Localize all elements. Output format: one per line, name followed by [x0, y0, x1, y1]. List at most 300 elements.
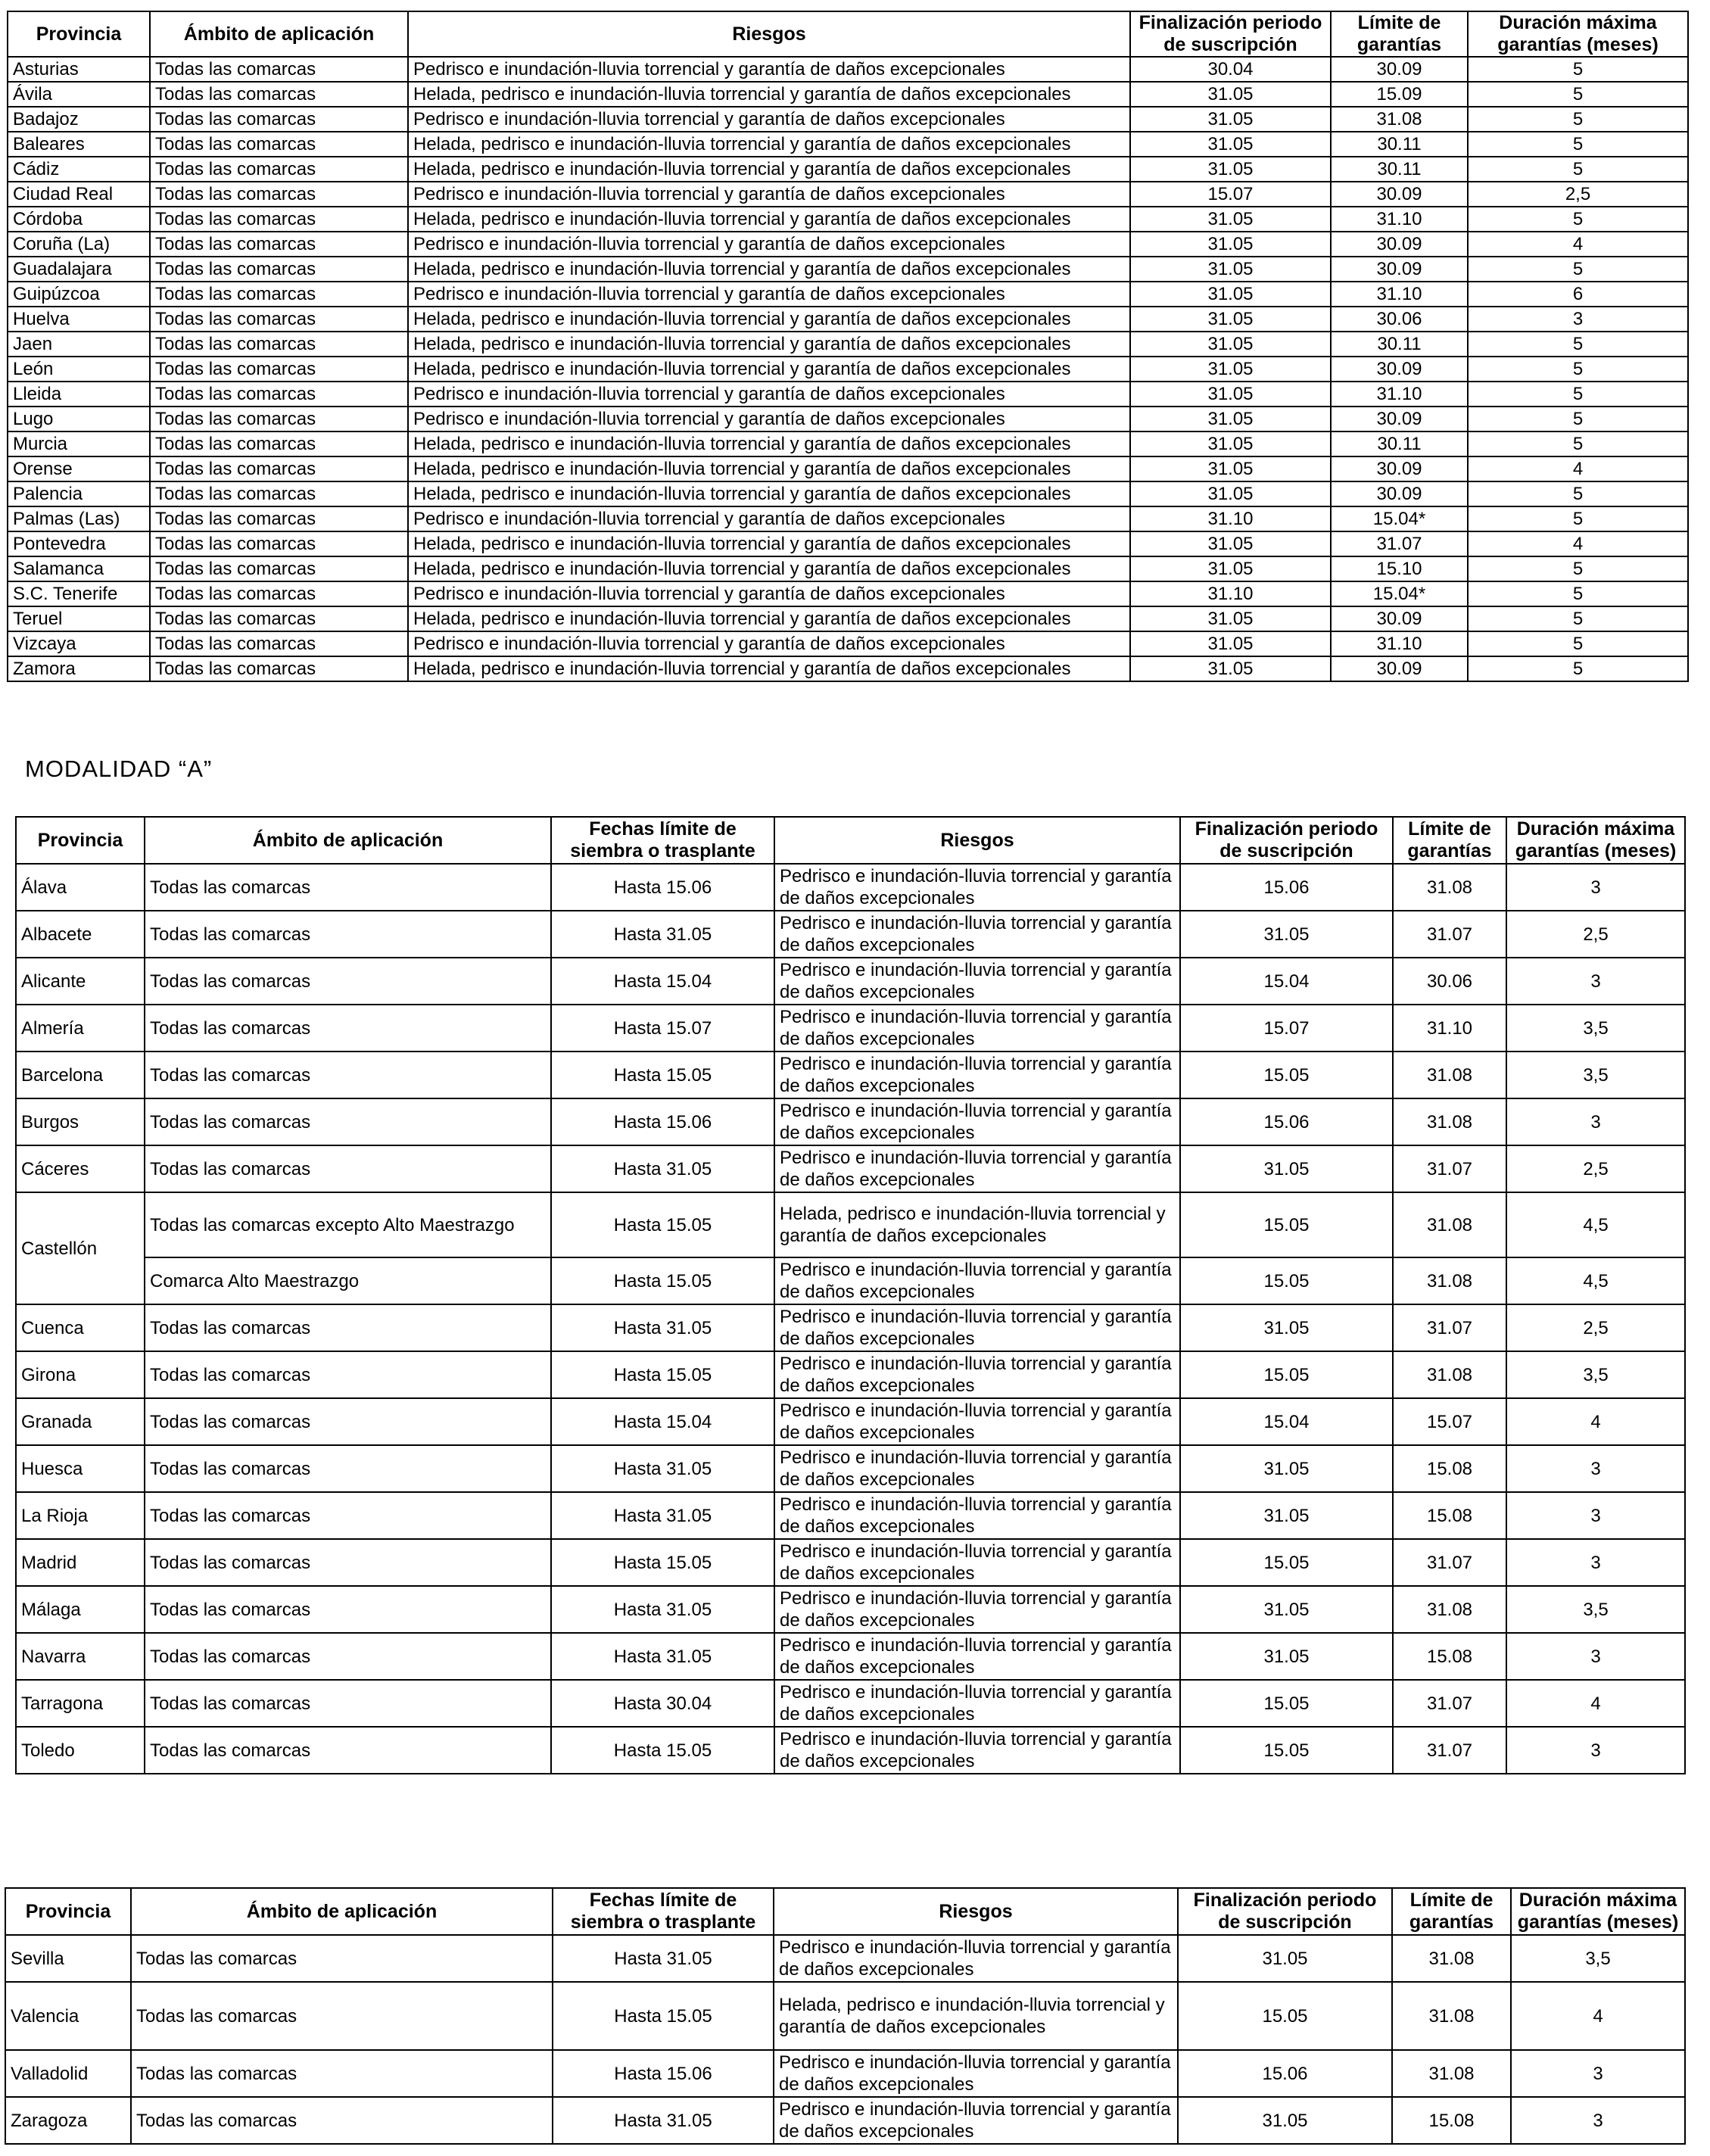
cell-fechas: Hasta 31.05: [553, 1935, 774, 1982]
cell-provincia: Madrid: [16, 1539, 145, 1586]
cell-limite: 31.08: [1392, 2050, 1511, 2097]
table-header-row: [16, 817, 1685, 864]
cell-provincia: León: [8, 357, 150, 382]
cell-limite: 30.11: [1331, 332, 1468, 357]
cell-fechas: Hasta 31.05: [551, 1586, 774, 1633]
cell-duracion: 5: [1468, 656, 1688, 681]
cell-ambito: Todas las comarcas: [131, 1982, 553, 2050]
table-row: [16, 958, 1685, 1005]
cell-limite: 31.07: [1393, 1680, 1506, 1727]
cell-limite: 30.09: [1331, 257, 1468, 282]
cell-riesgos: Pedrisco e inundación-lluvia torrencial y garantía de daños excepcionales: [408, 631, 1130, 656]
cell-duracion: 4,5: [1506, 1192, 1685, 1257]
cell-finalizacion: 31.05: [1130, 282, 1331, 307]
cell-ambito: Todas las comarcas: [150, 282, 408, 307]
cell-fechas: Hasta 15.05: [551, 1727, 774, 1774]
cell-provincia: Teruel: [8, 606, 150, 631]
cell-fechas: Hasta 31.05: [551, 1445, 774, 1492]
cell-riesgos: Pedrisco e inundación-lluvia torrencial y garantía de daños excepcionales: [408, 57, 1130, 82]
cell-duracion: 2,5: [1506, 1304, 1685, 1351]
cell-duracion: 4: [1468, 456, 1688, 481]
cell-limite: 30.11: [1331, 157, 1468, 182]
cell-riesgos: Helada, pedrisco e inundación-lluvia torrencial y garantía de daños excepcionales: [408, 656, 1130, 681]
cell-finalizacion: 15.06: [1180, 864, 1393, 911]
garantias-table-3: [5, 1887, 1686, 2145]
cell-fechas: Hasta 15.05: [551, 1192, 774, 1257]
table-row: [8, 107, 1688, 132]
cell-duracion: 4: [1506, 1680, 1685, 1727]
cell-provincia: Cádiz: [8, 157, 150, 182]
cell-limite: 31.08: [1393, 1257, 1506, 1304]
cell-fechas: Hasta 15.07: [551, 1005, 774, 1052]
cell-duracion: 3,5: [1506, 1005, 1685, 1052]
cell-fechas: Hasta 15.06: [551, 1098, 774, 1145]
cell-duracion: 5: [1468, 382, 1688, 407]
table-row: [5, 2097, 1685, 2144]
cell-finalizacion: 31.05: [1178, 2097, 1392, 2144]
col-provincia: Provincia: [16, 817, 145, 864]
cell-duracion: 3: [1511, 2050, 1685, 2097]
cell-duracion: 3,5: [1506, 1052, 1685, 1098]
cell-riesgos: Pedrisco e inundación-lluvia torrencial y garantía de daños excepcionales: [774, 1257, 1180, 1304]
cell-fechas: Hasta 31.05: [551, 1633, 774, 1680]
cell-limite: 30.06: [1331, 307, 1468, 332]
cell-limite: 30.11: [1331, 432, 1468, 456]
cell-duracion: 4: [1506, 1398, 1685, 1445]
cell-ambito: Todas las comarcas: [150, 57, 408, 82]
cell-ambito: Todas las comarcas: [145, 1398, 551, 1445]
cell-duracion: 5: [1468, 556, 1688, 581]
col-limite: Límite de garantías: [1331, 11, 1468, 57]
cell-finalizacion: 15.05: [1180, 1727, 1393, 1774]
cell-duracion: 3,5: [1511, 1935, 1685, 1982]
table-row: [8, 157, 1688, 182]
col-ambito: Ámbito de aplicación: [150, 11, 408, 57]
table-row: [16, 1351, 1685, 1398]
cell-limite: 15.08: [1393, 1492, 1506, 1539]
cell-riesgos: Helada, pedrisco e inundación-lluvia torrencial y garantía de daños excepcionales: [408, 332, 1130, 357]
cell-provincia: Vizcaya: [8, 631, 150, 656]
table-row: [16, 1398, 1685, 1445]
table-row: [8, 57, 1688, 82]
cell-fechas: Hasta 15.05: [551, 1351, 774, 1398]
cell-fechas: Hasta 15.06: [551, 864, 774, 911]
cell-riesgos: Pedrisco e inundación-lluvia torrencial y garantía de daños excepcionales: [774, 958, 1180, 1005]
cell-riesgos: Pedrisco e inundación-lluvia torrencial y garantía de daños excepcionales: [408, 282, 1130, 307]
table-row: [8, 307, 1688, 332]
cell-finalizacion: 30.04: [1130, 57, 1331, 82]
table-row: [8, 232, 1688, 257]
cell-duracion: 5: [1468, 581, 1688, 606]
cell-duracion: 3: [1511, 2097, 1685, 2144]
table-row: [8, 332, 1688, 357]
cell-riesgos: Pedrisco e inundación-lluvia torrencial y garantía de daños excepcionales: [774, 1304, 1180, 1351]
cell-duracion: 3: [1506, 864, 1685, 911]
cell-provincia: Almería: [16, 1005, 145, 1052]
cell-ambito: Todas las comarcas: [145, 1539, 551, 1586]
cell-limite: 30.06: [1393, 958, 1506, 1005]
cell-provincia: Alicante: [16, 958, 145, 1005]
table-row: [16, 1492, 1685, 1539]
cell-limite: 31.10: [1331, 382, 1468, 407]
cell-finalizacion: 31.05: [1130, 656, 1331, 681]
cell-limite: 31.07: [1393, 1727, 1506, 1774]
cell-duracion: 5: [1468, 257, 1688, 282]
col-fechas: Fechas límite de siembra o trasplante: [551, 817, 774, 864]
cell-ambito: Todas las comarcas: [150, 531, 408, 556]
cell-provincia: Huesca: [16, 1445, 145, 1492]
cell-fechas: Hasta 31.05: [553, 2097, 774, 2144]
cell-provincia: Valencia: [5, 1982, 131, 2050]
cell-limite: 30.09: [1331, 182, 1468, 207]
cell-ambito: Todas las comarcas: [145, 1633, 551, 1680]
cell-provincia: Barcelona: [16, 1052, 145, 1098]
cell-limite: 31.07: [1393, 911, 1506, 958]
table-row: [16, 1727, 1685, 1774]
cell-finalizacion: 15.04: [1180, 958, 1393, 1005]
cell-limite: 30.09: [1331, 232, 1468, 257]
cell-fechas: Hasta 31.05: [551, 1492, 774, 1539]
col-fechas: Fechas límite de siembra o trasplante: [553, 1888, 774, 1935]
cell-duracion: 3: [1506, 1539, 1685, 1586]
table-row: [16, 864, 1685, 911]
table-body: [16, 864, 1685, 1774]
cell-duracion: 5: [1468, 157, 1688, 182]
cell-riesgos: Pedrisco e inundación-lluvia torrencial y garantía de daños excepcionales: [774, 1935, 1178, 1982]
cell-riesgos: Helada, pedrisco e inundación-lluvia torrencial y garantía de daños excepcionales: [408, 357, 1130, 382]
cell-provincia: Zamora: [8, 656, 150, 681]
cell-provincia: Guadalajara: [8, 257, 150, 282]
table-body: [8, 57, 1688, 681]
cell-ambito: Todas las comarcas: [145, 1351, 551, 1398]
cell-duracion: 3,5: [1506, 1351, 1685, 1398]
cell-ambito: Todas las comarcas: [150, 656, 408, 681]
cell-duracion: 5: [1468, 57, 1688, 82]
cell-limite: 15.04*: [1331, 581, 1468, 606]
cell-finalizacion: 31.05: [1180, 1145, 1393, 1192]
table-row: [16, 1586, 1685, 1633]
cell-finalizacion: 31.05: [1130, 357, 1331, 382]
cell-finalizacion: 31.10: [1130, 581, 1331, 606]
cell-ambito: Todas las comarcas: [150, 481, 408, 506]
cell-duracion: 5: [1468, 107, 1688, 132]
cell-riesgos: Pedrisco e inundación-lluvia torrencial y garantía de daños excepcionales: [774, 2097, 1178, 2144]
cell-riesgos: Helada, pedrisco e inundación-lluvia torrencial y garantía de daños excepcionales: [408, 432, 1130, 456]
cell-provincia: Cáceres: [16, 1145, 145, 1192]
cell-provincia: Lleida: [8, 382, 150, 407]
cell-finalizacion: 31.05: [1180, 1492, 1393, 1539]
table-row: [8, 531, 1688, 556]
cell-provincia: Guipúzcoa: [8, 282, 150, 307]
cell-finalizacion: 31.05: [1178, 1935, 1392, 1982]
cell-riesgos: Helada, pedrisco e inundación-lluvia torrencial y garantía de daños excepcionales: [408, 556, 1130, 581]
col-duracion: Duración máxima garantías (meses): [1511, 1888, 1685, 1935]
cell-riesgos: Pedrisco e inundación-lluvia torrencial y garantía de daños excepcionales: [774, 1539, 1180, 1586]
garantias-table-modalidad-a: [15, 816, 1686, 1774]
cell-provincia: Huelva: [8, 307, 150, 332]
cell-fechas: Hasta 15.05: [551, 1052, 774, 1098]
cell-ambito: Todas las comarcas excepto Alto Maestrazgo: [145, 1192, 551, 1257]
cell-provincia: Cuenca: [16, 1304, 145, 1351]
cell-ambito: Todas las comarcas: [150, 332, 408, 357]
cell-finalizacion: 15.05: [1180, 1539, 1393, 1586]
cell-ambito: Todas las comarcas: [150, 581, 408, 606]
table-row: [16, 1145, 1685, 1192]
col-finalizacion: Finalización periodo de suscripción: [1178, 1888, 1392, 1935]
cell-provincia: Palencia: [8, 481, 150, 506]
cell-finalizacion: 31.05: [1180, 911, 1393, 958]
cell-riesgos: Pedrisco e inundación-lluvia torrencial y garantía de daños excepcionales: [774, 2050, 1178, 2097]
cell-limite: 31.10: [1331, 282, 1468, 307]
cell-provincia: La Rioja: [16, 1492, 145, 1539]
cell-riesgos: Pedrisco e inundación-lluvia torrencial y garantía de daños excepcionales: [774, 864, 1180, 911]
table-row: [8, 456, 1688, 481]
cell-provincia: Salamanca: [8, 556, 150, 581]
cell-limite: 31.07: [1331, 531, 1468, 556]
cell-provincia: Baleares: [8, 132, 150, 157]
cell-limite: 30.09: [1331, 357, 1468, 382]
cell-duracion: 2,5: [1506, 1145, 1685, 1192]
cell-limite: 31.08: [1393, 1351, 1506, 1398]
cell-provincia: Murcia: [8, 432, 150, 456]
table-header-row: [8, 11, 1688, 57]
cell-finalizacion: 15.05: [1178, 1982, 1392, 2050]
table-row: [8, 506, 1688, 531]
cell-ambito: Todas las comarcas: [145, 1727, 551, 1774]
cell-limite: 31.08: [1393, 1098, 1506, 1145]
cell-duracion: 3: [1506, 1098, 1685, 1145]
cell-provincia: Badajoz: [8, 107, 150, 132]
cell-duracion: 5: [1468, 407, 1688, 432]
cell-duracion: 3: [1506, 1445, 1685, 1492]
cell-limite: 31.10: [1393, 1005, 1506, 1052]
table-row: [16, 1680, 1685, 1727]
cell-finalizacion: 31.05: [1130, 207, 1331, 232]
table-body: [5, 1935, 1685, 2144]
cell-provincia: Valladolid: [5, 2050, 131, 2097]
cell-finalizacion: 15.07: [1180, 1005, 1393, 1052]
cell-duracion: 4: [1468, 232, 1688, 257]
table-row: [8, 207, 1688, 232]
cell-provincia: Jaen: [8, 332, 150, 357]
cell-ambito: Todas las comarcas: [150, 556, 408, 581]
cell-limite: 31.08: [1393, 864, 1506, 911]
table-row: [8, 631, 1688, 656]
cell-duracion: 3: [1506, 958, 1685, 1005]
cell-provincia: Zaragoza: [5, 2097, 131, 2144]
cell-ambito: Todas las comarcas: [150, 407, 408, 432]
cell-duracion: 6: [1468, 282, 1688, 307]
cell-riesgos: Pedrisco e inundación-lluvia torrencial y garantía de daños excepcionales: [774, 1680, 1180, 1727]
cell-riesgos: Helada, pedrisco e inundación-lluvia torrencial y garantía de daños excepcionales: [774, 1982, 1178, 2050]
cell-ambito: Todas las comarcas: [150, 357, 408, 382]
cell-ambito: Todas las comarcas: [145, 1145, 551, 1192]
cell-duracion: 4,5: [1506, 1257, 1685, 1304]
cell-provincia: Tarragona: [16, 1680, 145, 1727]
table-row: [8, 182, 1688, 207]
table-row: [16, 1633, 1685, 1680]
table-row: [8, 357, 1688, 382]
cell-fechas: Hasta 15.06: [553, 2050, 774, 2097]
table-row: [8, 432, 1688, 456]
cell-provincia: Palmas (Las): [8, 506, 150, 531]
cell-provincia: Ávila: [8, 82, 150, 107]
cell-finalizacion: 15.06: [1178, 2050, 1392, 2097]
cell-duracion: 5: [1468, 631, 1688, 656]
cell-ambito: Todas las comarcas: [145, 911, 551, 958]
table-row: [8, 581, 1688, 606]
cell-provincia: Lugo: [8, 407, 150, 432]
cell-finalizacion: 31.05: [1130, 382, 1331, 407]
cell-limite: 15.04*: [1331, 506, 1468, 531]
cell-duracion: 5: [1468, 207, 1688, 232]
cell-duracion: 5: [1468, 82, 1688, 107]
cell-finalizacion: 31.05: [1130, 257, 1331, 282]
cell-finalizacion: 15.05: [1180, 1052, 1393, 1098]
cell-finalizacion: 31.05: [1130, 556, 1331, 581]
col-limite: Límite de garantías: [1393, 817, 1506, 864]
cell-duracion: 3: [1506, 1633, 1685, 1680]
cell-ambito: Todas las comarcas: [150, 631, 408, 656]
cell-fechas: Hasta 15.05: [553, 1982, 774, 2050]
cell-limite: 15.08: [1393, 1445, 1506, 1492]
cell-fechas: Hasta 15.05: [551, 1257, 774, 1304]
cell-ambito: Todas las comarcas: [145, 1680, 551, 1727]
table-row: [8, 656, 1688, 681]
cell-provincia: Ciudad Real: [8, 182, 150, 207]
cell-riesgos: Pedrisco e inundación-lluvia torrencial y garantía de daños excepcionales: [408, 232, 1130, 257]
cell-ambito: Todas las comarcas: [150, 432, 408, 456]
cell-duracion: 5: [1468, 481, 1688, 506]
cell-limite: 31.08: [1393, 1192, 1506, 1257]
cell-provincia: Córdoba: [8, 207, 150, 232]
cell-provincia: Granada: [16, 1398, 145, 1445]
col-finalizacion: Finalización periodo de suscripción: [1130, 11, 1331, 57]
cell-finalizacion: 31.05: [1130, 232, 1331, 257]
cell-provincia: Navarra: [16, 1633, 145, 1680]
table-row: [16, 1098, 1685, 1145]
cell-fechas: Hasta 15.05: [551, 1539, 774, 1586]
cell-riesgos: Helada, pedrisco e inundación-lluvia torrencial y garantía de daños excepcionales: [408, 157, 1130, 182]
cell-limite: 31.07: [1393, 1304, 1506, 1351]
cell-ambito: Todas las comarcas: [131, 2050, 553, 2097]
cell-riesgos: Pedrisco e inundación-lluvia torrencial y garantía de daños excepcionales: [408, 506, 1130, 531]
cell-ambito: Todas las comarcas: [145, 958, 551, 1005]
cell-riesgos: Pedrisco e inundación-lluvia torrencial y garantía de daños excepcionales: [774, 911, 1180, 958]
cell-finalizacion: 31.05: [1130, 481, 1331, 506]
cell-ambito: Todas las comarcas: [150, 107, 408, 132]
cell-provincia: Málaga: [16, 1586, 145, 1633]
table-row: [5, 2050, 1685, 2097]
cell-riesgos: Pedrisco e inundación-lluvia torrencial y garantía de daños excepcionales: [774, 1052, 1180, 1098]
cell-ambito: Todas las comarcas: [150, 257, 408, 282]
cell-provincia: Castellón: [16, 1192, 145, 1304]
cell-finalizacion: 31.05: [1130, 456, 1331, 481]
cell-duracion: 3: [1506, 1492, 1685, 1539]
cell-limite: 31.08: [1331, 107, 1468, 132]
cell-duracion: 4: [1468, 531, 1688, 556]
cell-limite: 15.07: [1393, 1398, 1506, 1445]
cell-finalizacion: 15.04: [1180, 1398, 1393, 1445]
cell-riesgos: Helada, pedrisco e inundación-lluvia torrencial y garantía de daños excepcionales: [408, 481, 1130, 506]
cell-ambito: Todas las comarcas: [145, 1445, 551, 1492]
cell-riesgos: Pedrisco e inundación-lluvia torrencial y garantía de daños excepcionales: [408, 107, 1130, 132]
cell-provincia: Asturias: [8, 57, 150, 82]
cell-finalizacion: 15.05: [1180, 1192, 1393, 1257]
cell-ambito: Todas las comarcas: [145, 1586, 551, 1633]
cell-finalizacion: 31.05: [1130, 407, 1331, 432]
cell-limite: 30.09: [1331, 57, 1468, 82]
col-finalizacion: Finalización periodo de suscripción: [1180, 817, 1393, 864]
cell-provincia: S.C. Tenerife: [8, 581, 150, 606]
cell-duracion: 2,5: [1468, 182, 1688, 207]
cell-ambito: Todas las comarcas: [145, 1492, 551, 1539]
cell-riesgos: Pedrisco e inundación-lluvia torrencial y garantía de daños excepcionales: [774, 1398, 1180, 1445]
cell-ambito: Todas las comarcas: [150, 132, 408, 157]
cell-finalizacion: 31.05: [1130, 307, 1331, 332]
cell-limite: 30.09: [1331, 456, 1468, 481]
cell-finalizacion: 15.05: [1180, 1257, 1393, 1304]
table-row: [16, 1052, 1685, 1098]
cell-fechas: Hasta 30.04: [551, 1680, 774, 1727]
col-riesgos: Riesgos: [408, 11, 1130, 57]
cell-limite: 15.08: [1392, 2097, 1511, 2144]
cell-ambito: Todas las comarcas: [145, 1098, 551, 1145]
col-provincia: Provincia: [5, 1888, 131, 1935]
garantias-table-1: [7, 11, 1689, 682]
cell-fechas: Hasta 31.05: [551, 911, 774, 958]
cell-finalizacion: 31.05: [1130, 82, 1331, 107]
cell-riesgos: Helada, pedrisco e inundación-lluvia torrencial y garantía de daños excepcionales: [774, 1192, 1180, 1257]
cell-riesgos: Helada, pedrisco e inundación-lluvia torrencial y garantía de daños excepcionales: [408, 207, 1130, 232]
cell-riesgos: Pedrisco e inundación-lluvia torrencial y garantía de daños excepcionales: [774, 1145, 1180, 1192]
table-row: [5, 1935, 1685, 1982]
cell-provincia: Álava: [16, 864, 145, 911]
cell-limite: 31.08: [1393, 1052, 1506, 1098]
cell-limite: 30.09: [1331, 407, 1468, 432]
cell-riesgos: Helada, pedrisco e inundación-lluvia torrencial y garantía de daños excepcionales: [408, 456, 1130, 481]
cell-limite: 31.10: [1331, 207, 1468, 232]
table-row: [8, 132, 1688, 157]
cell-riesgos: Pedrisco e inundación-lluvia torrencial y garantía de daños excepcionales: [408, 382, 1130, 407]
cell-finalizacion: 31.05: [1130, 332, 1331, 357]
cell-ambito: Todas las comarcas: [145, 1005, 551, 1052]
cell-ambito: Todas las comarcas: [145, 864, 551, 911]
cell-ambito: Todas las comarcas: [150, 182, 408, 207]
cell-duracion: 5: [1468, 432, 1688, 456]
cell-ambito: Todas las comarcas: [145, 1052, 551, 1098]
cell-provincia: Girona: [16, 1351, 145, 1398]
table-row: [8, 282, 1688, 307]
cell-ambito: Todas las comarcas: [150, 232, 408, 257]
cell-provincia: Burgos: [16, 1098, 145, 1145]
cell-riesgos: Pedrisco e inundación-lluvia torrencial y garantía de daños excepcionales: [408, 407, 1130, 432]
table-row: [5, 1982, 1685, 2050]
cell-provincia: Orense: [8, 456, 150, 481]
cell-ambito: Todas las comarcas: [131, 1935, 553, 1982]
col-duracion: Duración máxima garantías (meses): [1506, 817, 1685, 864]
cell-provincia: Albacete: [16, 911, 145, 958]
table-row: [16, 1445, 1685, 1492]
cell-ambito: Todas las comarcas: [150, 307, 408, 332]
cell-duracion: 3: [1506, 1727, 1685, 1774]
cell-provincia: Toledo: [16, 1727, 145, 1774]
table-row: [8, 382, 1688, 407]
cell-riesgos: Pedrisco e inundación-lluvia torrencial y garantía de daños excepcionales: [774, 1005, 1180, 1052]
cell-limite: 30.11: [1331, 132, 1468, 157]
cell-limite: 15.10: [1331, 556, 1468, 581]
cell-finalizacion: 31.10: [1130, 506, 1331, 531]
